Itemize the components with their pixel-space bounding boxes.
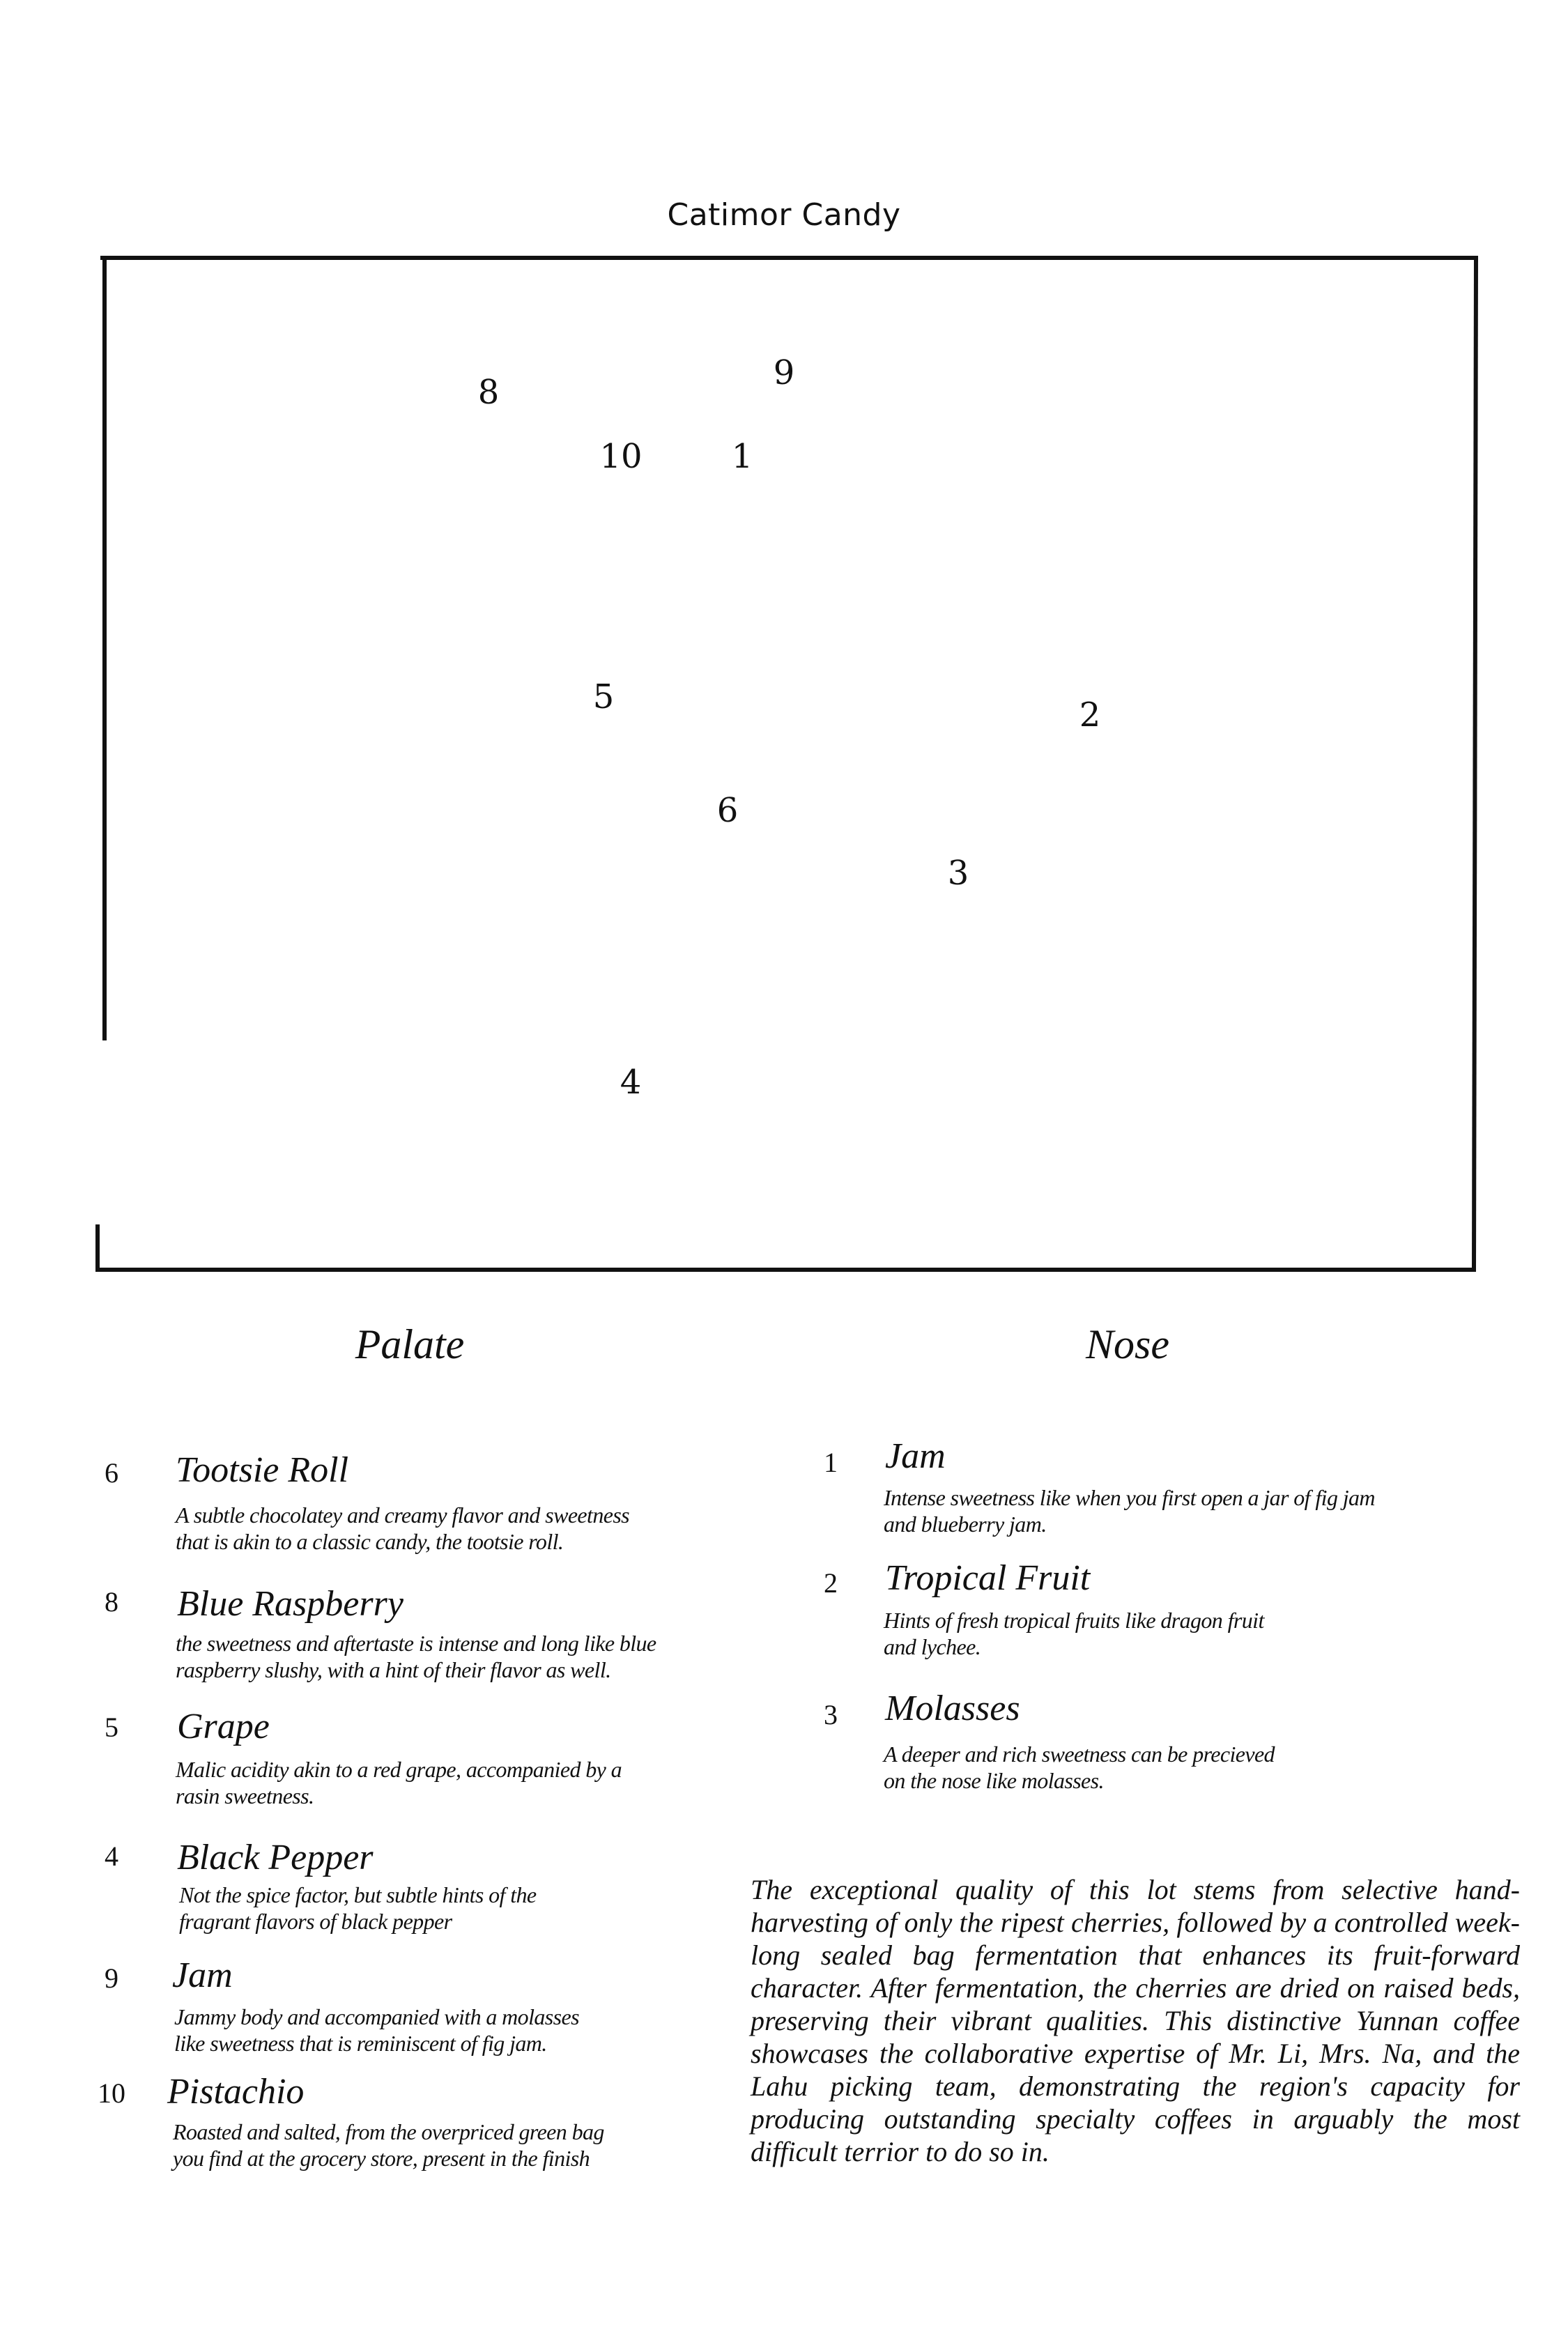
note-description-line: A subtle chocolatey and creamy flavor and sweetness — [176, 1502, 630, 1528]
note-description — [173, 2119, 772, 2172]
note-description-line: that is akin to a classic candy, the tootsie roll. — [176, 1529, 564, 1554]
note-description — [176, 1502, 775, 1555]
flavor-marker-9: 9 — [773, 353, 795, 392]
note-description — [884, 1607, 1483, 1660]
note-number: 9 — [105, 1962, 118, 1994]
lot-description: The exceptional quality of this lot stems from selective hand-harvesting of only the ripest cherries, followed by a controlled week-long sealed bag fermentation that enhances its fruit-forward character. After fermentation, the cherries are dried on raised beds, preserving their vibrant qualities. This distinctive Yunnan coffee showcases the collaborative expertise of Mr. Li, Mrs. Na, and the Lahu picking team, demonstrating the region's capacity for producing outstanding specialty coffees in arguably the most difficult terrior to do so in. — [751, 1874, 1520, 2167]
flavor-marker-6: 6 — [716, 791, 739, 830]
note-description-line: Intense sweetness like when you first open a jar of fig jam — [884, 1485, 1375, 1510]
note-number: 5 — [105, 1712, 118, 1743]
note-description-line: Malic acidity akin to a red grape, accompanied by a — [176, 1757, 622, 1782]
note-number: 8 — [105, 1586, 118, 1617]
note-description-line: like sweetness that is reminiscent of fig jam. — [174, 2031, 547, 2056]
note-description — [174, 2004, 774, 2057]
note-name: Pistachio — [167, 2072, 305, 2112]
note-name: Jam — [172, 1955, 233, 1995]
note-description-line: and lychee. — [884, 1634, 981, 1659]
note-number: 6 — [105, 1457, 118, 1489]
note-description-line: on the nose like molasses. — [884, 1768, 1104, 1793]
note-number: 3 — [824, 1699, 838, 1730]
note-description-line: Hints of fresh tropical fruits like dragon fruit — [884, 1608, 1264, 1633]
flavor-marker-10: 10 — [599, 437, 643, 476]
note-description-line: A deeper and rich sweetness can be precieved — [884, 1742, 1275, 1767]
flavor-marker-3: 3 — [947, 854, 969, 893]
note-description — [176, 1756, 775, 1809]
note-number: 2 — [824, 1567, 838, 1599]
flavor-marker-8: 8 — [477, 373, 500, 412]
note-description — [179, 1882, 778, 1935]
flavor-marker-4: 4 — [620, 1063, 642, 1102]
frame-right-edge — [1474, 258, 1476, 1270]
note-description-line: Not the spice factor, but subtle hints of the — [179, 1882, 537, 1907]
note-description-line: raspberry slushy, with a hint of their flavor as well. — [176, 1657, 611, 1682]
note-number: 10 — [98, 2077, 125, 2109]
note-description — [884, 1484, 1483, 1537]
note-name: Grape — [177, 1707, 270, 1746]
nose-heading: Nose — [1086, 1321, 1169, 1367]
palate-heading: Palate — [355, 1321, 465, 1367]
note-description-line: and blueberry jam. — [884, 1512, 1047, 1537]
note-description-line: Roasted and salted, from the overpriced green bag — [173, 2119, 604, 2144]
note-name: Black Pepper — [177, 1838, 374, 1877]
note-name: Molasses — [885, 1689, 1020, 1728]
note-description — [176, 1630, 775, 1683]
chart-title: Catimor Candy — [667, 197, 901, 233]
note-name: Tropical Fruit — [885, 1558, 1091, 1598]
flavor-marker-5: 5 — [592, 677, 615, 716]
flavor-marker-1: 1 — [731, 437, 753, 476]
note-number: 1 — [824, 1447, 838, 1478]
note-description-line: the sweetness and aftertaste is intense and long like blue — [176, 1631, 656, 1656]
note-name: Blue Raspberry — [177, 1584, 403, 1624]
note-description-line: Jammy body and accompanied with a molasses — [174, 2004, 579, 2029]
flavor-marker-2: 2 — [1079, 695, 1101, 735]
note-number: 4 — [105, 1840, 118, 1872]
note-name: Tootsie Roll — [176, 1450, 349, 1490]
note-description — [884, 1741, 1483, 1794]
note-name: Jam — [885, 1436, 946, 1476]
note-description-line: rasin sweetness. — [176, 1783, 314, 1808]
note-description-line: fragrant flavors of black pepper — [179, 1909, 452, 1934]
note-description-line: you find at the grocery store, present in the finish — [173, 2146, 590, 2171]
